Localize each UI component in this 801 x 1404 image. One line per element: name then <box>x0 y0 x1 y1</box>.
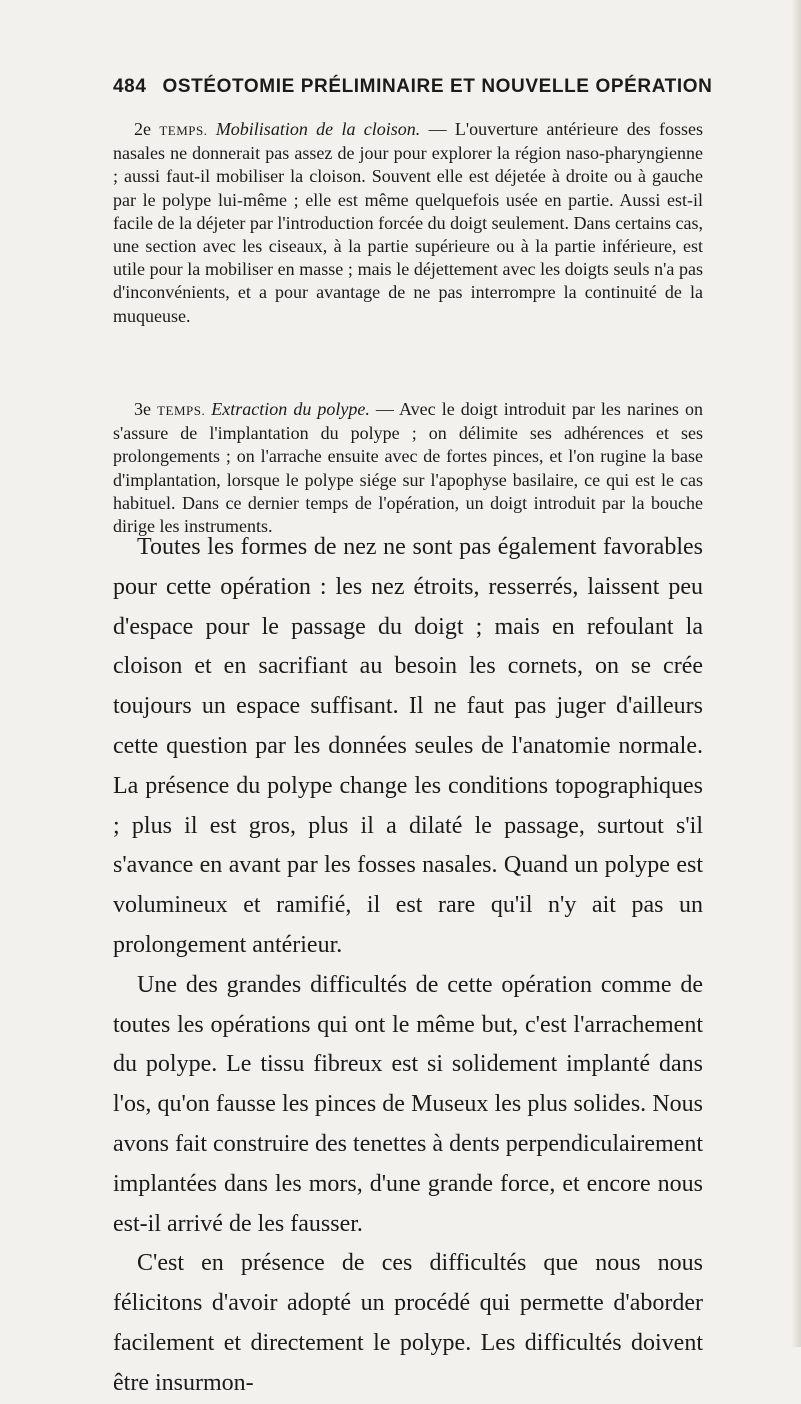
step-2-body: — L'ouverture antérieure des fosses nasales ne donnerait pas assez de jour pour explorer la région naso-pharyngienne ; aussi faut-il mobiliser la cloison. Souvent elle est déjetée à droite ou à gauche par le polype lui-même ; elle est même quelquefois usée en partie. Aussi est-il facile de la déjeter par l'introduction forcée du doigt seulement. Dans certains cas, une section avec les ciseaux, à la partie supérieure ou à la partie inférieure, est utile pour la mobiliser en masse ; mais le déjettement avec les doigts seuls n'a pas d'inconvénients, et a pour avantage de ne pas interrompre la continuité de la muqueuse. <box>113 119 704 326</box>
step-2-text <box>113 118 703 328</box>
body-paragraph-3: C'est en présence de ces difficultés que nous nous félicitons d'avoir adopté un procédé qui permette d'aborder facilement et directement le polype. Les difficultés doivent être insurmon- <box>113 1250 703 1396</box>
page-number: 484 <box>113 76 147 97</box>
step-3-label: TEMPS. <box>157 403 206 418</box>
step-3-number: 3e <box>134 399 151 419</box>
step-3-body: — Avec le doigt introduit par les narines on s'assure de l'implantation du polype ; on délimite ses adhérences et ses prolongements ; on l'arrache ensuite avec de fortes pinces, et l'on rugine la base d'implantation, lorsque le polype siége sur l'apophyse basilaire, ce qui est le cas habituel. Dans ce dernier temps de l'opération, un doigt introduit par la bouche dirige les instruments. <box>113 399 704 537</box>
running-title: OSTÉOTOMIE PRÉLIMINAIRE ET NOUVELLE OPÉRATION <box>162 76 713 97</box>
main-text <box>113 528 703 1404</box>
step-2-label: TEMPS. <box>159 123 208 138</box>
body-paragraph-2: Une des grandes difficultés de cette opération comme de toutes les opérations qui ont le même but, c'est l'arrachement du polype. Le tissu fibreux est si solidement implanté dans l'os, qu'on fausse les pinces de Museux les plus solides. Nous avons fait construire des tenettes à dents perpendiculairement implantées dans les mors, d'une grande force, et encore nous est-il arrivé de les fausser. <box>113 971 703 1237</box>
running-header <box>113 76 713 98</box>
step-3-text <box>113 398 703 538</box>
step-2-paragraph <box>113 118 703 328</box>
page-edge-shadow <box>791 0 801 1347</box>
step-2-number: 2e <box>134 119 151 139</box>
step-2-title: Mobilisation de la cloison. <box>215 119 421 139</box>
step-3-paragraph <box>113 398 703 538</box>
body-paragraph-1: Toutes les formes de nez ne sont pas également favorables pour cette opération : les nez étroits, resserrés, laissent peu d'espace pour le passage du doigt ; mais en refoulant la cloison et en sacrifiant au besoin les cornets, on se crée toujours un espace suffisant. Il ne faut pas juger d'ailleurs cette question par les données seules de l'anatomie normale. La présence du polype change les conditions topographiques ; plus il est gros, plus il a dilaté le passage, surtout s'il s'avance en avant par les fosses nasales. Quand un polype est volumineux et ramifié, il est rare qu'il n'y ait pas un prolongement antérieur. <box>113 534 703 958</box>
step-3-title: Extraction du polype. <box>211 399 370 419</box>
